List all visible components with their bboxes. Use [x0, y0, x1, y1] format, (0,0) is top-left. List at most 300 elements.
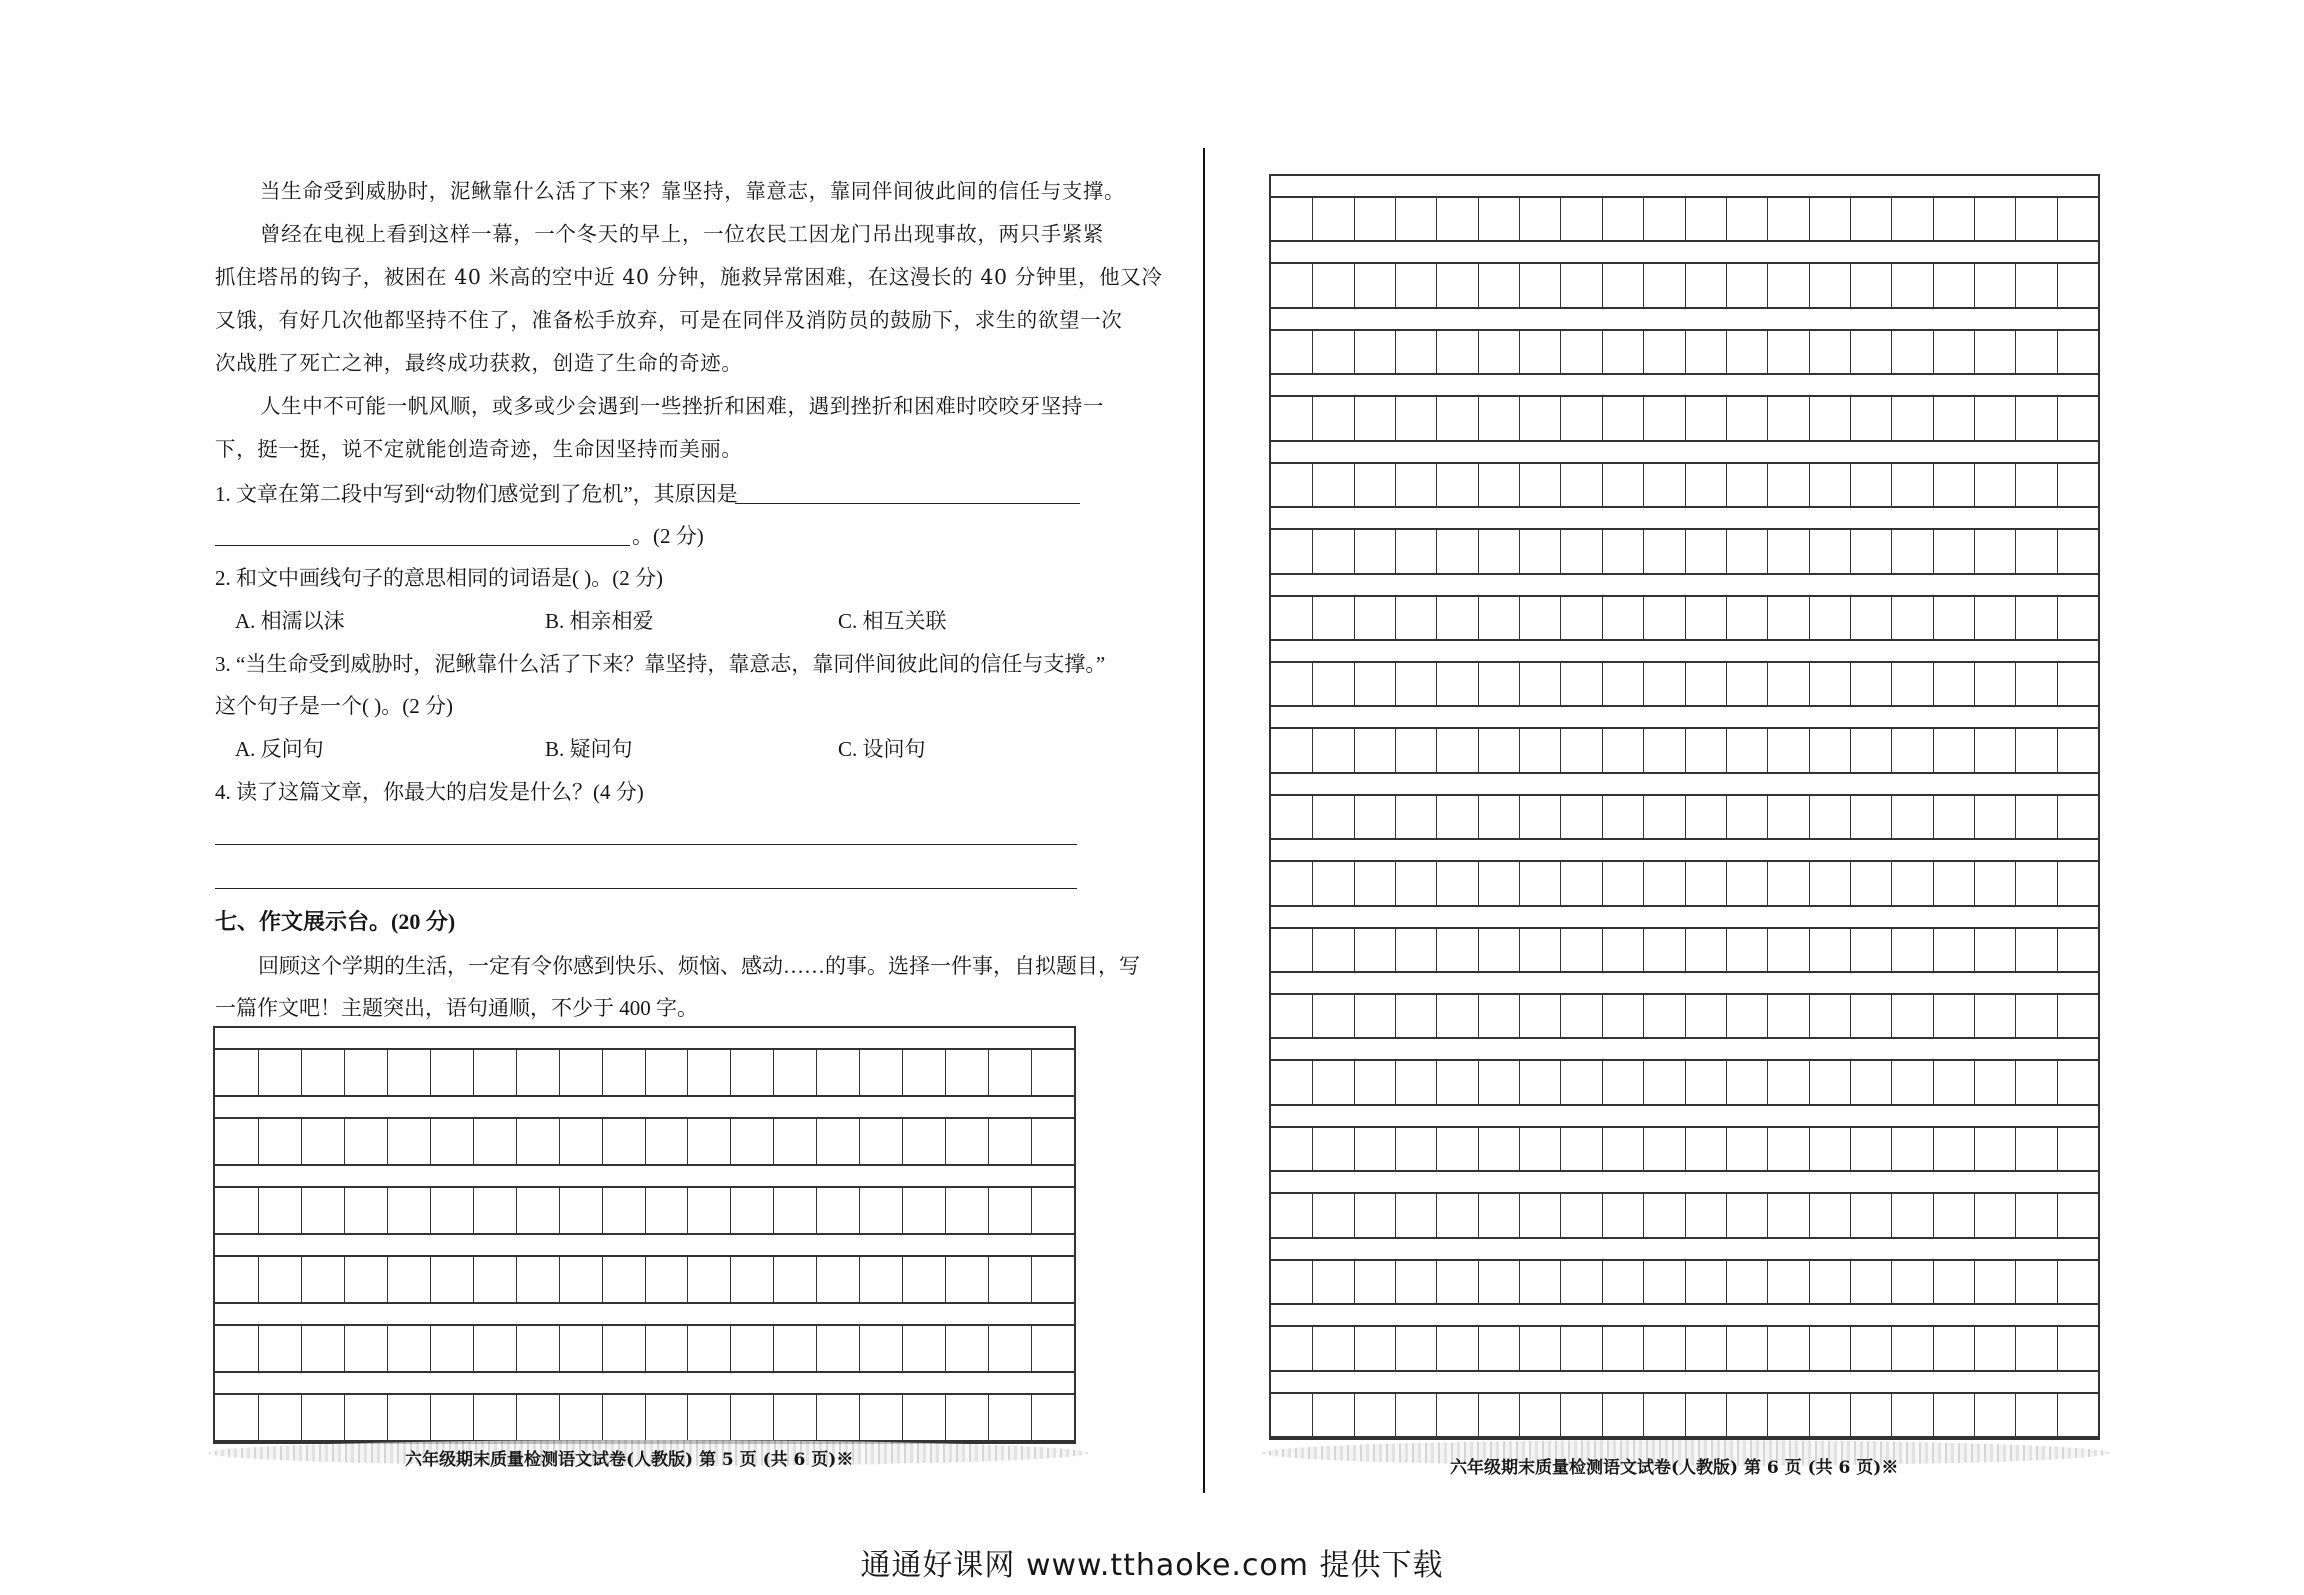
- grid-cell-divider: [559, 1119, 560, 1164]
- grid-cell-divider: [1726, 995, 1727, 1037]
- grid-cell-divider: [1519, 663, 1520, 705]
- grid-cell-divider: [1602, 862, 1603, 904]
- grid-cell-divider: [1602, 1394, 1603, 1436]
- grid-cell-divider: [1767, 1261, 1768, 1303]
- grid-cell-divider: [2015, 663, 2016, 705]
- grid-cell-divider: [1312, 464, 1313, 506]
- grid-cell-divider: [1809, 198, 1810, 240]
- grid-cell-divider: [1436, 1394, 1437, 1436]
- passage-line-6: 人生中不可能一帆风顺，或多或少会遇到一些挫折和困难，遇到挫折和困难时咬咬牙坚持一: [260, 394, 1104, 418]
- grid-cell-divider: [1478, 929, 1479, 971]
- grid-cell-divider: [1395, 862, 1396, 904]
- grid-cell-divider: [2057, 796, 2058, 838]
- grid-cell-divider: [1685, 796, 1686, 838]
- grid-cell-divider: [1312, 1061, 1313, 1103]
- grid-cell-divider: [2057, 663, 2058, 705]
- grid-cell-divider: [1560, 1194, 1561, 1236]
- grid-cell-divider: [1643, 862, 1644, 904]
- grid-cell-divider: [1933, 862, 1934, 904]
- grid-cell-divider: [1726, 663, 1727, 705]
- grid-cell-divider: [945, 1257, 946, 1302]
- grid-cell-divider: [473, 1395, 474, 1440]
- grid-cell-divider: [2057, 464, 2058, 506]
- grid-cell-divider: [1312, 264, 1313, 306]
- grid-cell-divider: [1519, 331, 1520, 373]
- grid-cell-divider: [1974, 862, 1975, 904]
- grid-row: [1271, 1325, 2098, 1371]
- grid-cell-divider: [1850, 1261, 1851, 1303]
- grid-cell-divider: [773, 1326, 774, 1371]
- grid-cell-divider: [1726, 397, 1727, 439]
- grid-cell-divider: [1602, 729, 1603, 771]
- grid-cell-divider: [2057, 1261, 2058, 1303]
- grid-cell-divider: [1312, 331, 1313, 373]
- grid-cell-divider: [1354, 796, 1355, 838]
- grid-row: [215, 1255, 1074, 1304]
- grid-cell-divider: [1643, 530, 1644, 572]
- passage-line-1: 当生命受到威胁时，泥鳅靠什么活了下来？靠坚持，靠意志，靠同伴间彼此间的信任与支撑。: [260, 179, 1126, 203]
- grid-cell-divider: [1850, 1061, 1851, 1103]
- grid-cell-divider: [1685, 729, 1686, 771]
- grid-cell-divider: [473, 1119, 474, 1164]
- grid-cell-divider: [1560, 1261, 1561, 1303]
- center-divider: [1203, 148, 1205, 1493]
- grid-cell-divider: [1726, 1394, 1727, 1436]
- grid-cell-divider: [1436, 1061, 1437, 1103]
- answer-line-q4b[interactable]: [215, 888, 1077, 889]
- grid-cell-divider: [1602, 663, 1603, 705]
- grid-cell-divider: [1809, 597, 1810, 639]
- q2-option-a[interactable]: A. 相濡以沫: [235, 609, 345, 633]
- grid-cell-divider: [1974, 464, 1975, 506]
- grid-cell-divider: [473, 1050, 474, 1095]
- grid-cell-divider: [1891, 862, 1892, 904]
- grid-cell-divider: [1974, 264, 1975, 306]
- grid-cell-divider: [1478, 1128, 1479, 1170]
- grid-cell-divider: [1974, 530, 1975, 572]
- grid-cell-divider: [988, 1395, 989, 1440]
- grid-cell-divider: [301, 1326, 302, 1371]
- grid-cell-divider: [1436, 995, 1437, 1037]
- grid-cell-divider: [1643, 929, 1644, 971]
- grid-cell-divider: [258, 1326, 259, 1371]
- grid-cell-divider: [1312, 796, 1313, 838]
- grid-cell-divider: [1560, 1061, 1561, 1103]
- grid-cell-divider: [1643, 597, 1644, 639]
- grid-cell-divider: [1809, 796, 1810, 838]
- grid-cell-divider: [1519, 397, 1520, 439]
- grid-cell-divider: [1767, 1394, 1768, 1436]
- grid-cell-divider: [1850, 1394, 1851, 1436]
- grid-cell-divider: [645, 1050, 646, 1095]
- download-note: 通通好课网 www.tthaoke.com 提供下载: [860, 1548, 1444, 1583]
- grid-cell-divider: [773, 1395, 774, 1440]
- grid-cell-divider: [859, 1188, 860, 1233]
- grid-cell-divider: [1685, 264, 1686, 306]
- grid-cell-divider: [1891, 729, 1892, 771]
- grid-cell-divider: [2057, 995, 2058, 1037]
- grid-cell-divider: [1395, 729, 1396, 771]
- grid-cell-divider: [730, 1326, 731, 1371]
- grid-cell-divider: [387, 1326, 388, 1371]
- grid-cell-divider: [1031, 1395, 1032, 1440]
- grid-cell-divider: [2015, 1061, 2016, 1103]
- grid-row: [215, 1324, 1074, 1373]
- grid-cell-divider: [1850, 1128, 1851, 1170]
- grid-cell-divider: [2015, 929, 2016, 971]
- grid-cell-divider: [1809, 1061, 1810, 1103]
- grid-cell-divider: [1685, 1061, 1686, 1103]
- grid-cell-divider: [1602, 464, 1603, 506]
- grid-cell-divider: [1767, 264, 1768, 306]
- grid-cell-divider: [1643, 663, 1644, 705]
- grid-cell-divider: [1643, 264, 1644, 306]
- grid-cell-divider: [1767, 464, 1768, 506]
- grid-cell-divider: [730, 1050, 731, 1095]
- grid-cell-divider: [1726, 1327, 1727, 1369]
- grid-cell-divider: [1685, 198, 1686, 240]
- grid-cell-divider: [773, 1050, 774, 1095]
- grid-cell-divider: [1809, 929, 1810, 971]
- answer-blank-q1b[interactable]: [215, 545, 630, 546]
- grid-cell-divider: [1643, 464, 1644, 506]
- grid-cell-divider: [473, 1257, 474, 1302]
- grid-cell-divider: [1395, 597, 1396, 639]
- grid-cell-divider: [387, 1119, 388, 1164]
- grid-row: [1271, 595, 2098, 641]
- grid-cell-divider: [2057, 729, 2058, 771]
- grid-cell-divider: [1436, 796, 1437, 838]
- grid-cell-divider: [1685, 1128, 1686, 1170]
- grid-cell-divider: [1891, 1261, 1892, 1303]
- grid-row: [215, 1048, 1074, 1097]
- grid-cell-divider: [1519, 796, 1520, 838]
- grid-cell-divider: [1850, 995, 1851, 1037]
- grid-row: [1271, 927, 2098, 973]
- grid-cell-divider: [730, 1119, 731, 1164]
- grid-cell-divider: [1850, 1327, 1851, 1369]
- grid-cell-divider: [1354, 464, 1355, 506]
- grid-row: [1271, 727, 2098, 773]
- grid-cell-divider: [988, 1119, 989, 1164]
- grid-cell-divider: [2015, 530, 2016, 572]
- grid-cell-divider: [602, 1188, 603, 1233]
- grid-cell-divider: [1685, 995, 1686, 1037]
- grid-cell-divider: [730, 1395, 731, 1440]
- grid-cell-divider: [1312, 663, 1313, 705]
- grid-cell-divider: [473, 1326, 474, 1371]
- grid-cell-divider: [945, 1326, 946, 1371]
- grid-cell-divider: [1478, 729, 1479, 771]
- grid-cell-divider: [301, 1257, 302, 1302]
- grid-cell-divider: [1395, 1327, 1396, 1369]
- grid-cell-divider: [945, 1395, 946, 1440]
- grid-cell-divider: [773, 1257, 774, 1302]
- grid-cell-divider: [1891, 530, 1892, 572]
- grid-row: [215, 1393, 1074, 1442]
- grid-cell-divider: [344, 1395, 345, 1440]
- grid-cell-divider: [2057, 264, 2058, 306]
- passage-line-2: 曾经在电视上看到这样一幕，一个冬天的早上，一位农民工因龙门吊出现事故，两只手紧紧: [260, 222, 1104, 246]
- grid-cell-divider: [1891, 929, 1892, 971]
- grid-cell-divider: [1436, 729, 1437, 771]
- grid-row: [1271, 661, 2098, 707]
- grid-cell-divider: [1891, 995, 1892, 1037]
- grid-cell-divider: [1354, 264, 1355, 306]
- grid-cell-divider: [1312, 1261, 1313, 1303]
- grid-cell-divider: [1974, 1261, 1975, 1303]
- grid-cell-divider: [1312, 1394, 1313, 1436]
- grid-cell-divider: [1726, 1061, 1727, 1103]
- essay-grid-right[interactable]: [1269, 174, 2100, 1440]
- grid-cell-divider: [2057, 862, 2058, 904]
- grid-cell-divider: [2015, 597, 2016, 639]
- grid-cell-divider: [816, 1119, 817, 1164]
- question-3: 3. “当生命受到威胁时，泥鳅靠什么活了下来？靠坚持，靠意志，靠同伴间彼此间的信任与支撑。”: [215, 652, 1106, 676]
- grid-cell-divider: [1974, 397, 1975, 439]
- grid-cell-divider: [1767, 530, 1768, 572]
- grid-cell-divider: [387, 1050, 388, 1095]
- grid-cell-divider: [1767, 198, 1768, 240]
- grid-cell-divider: [559, 1050, 560, 1095]
- grid-cell-divider: [1685, 597, 1686, 639]
- grid-cell-divider: [730, 1257, 731, 1302]
- grid-cell-divider: [1974, 1061, 1975, 1103]
- grid-cell-divider: [859, 1050, 860, 1095]
- grid-cell-divider: [1891, 1061, 1892, 1103]
- grid-cell-divider: [1809, 331, 1810, 373]
- grid-cell-divider: [1395, 331, 1396, 373]
- grid-cell-divider: [1933, 331, 1934, 373]
- grid-cell-divider: [1354, 729, 1355, 771]
- grid-cell-divider: [1933, 198, 1934, 240]
- grid-cell-divider: [1436, 1194, 1437, 1236]
- grid-cell-divider: [1974, 1194, 1975, 1236]
- grid-cell-divider: [1974, 995, 1975, 1037]
- grid-cell-divider: [1726, 597, 1727, 639]
- grid-cell-divider: [1478, 198, 1479, 240]
- grid-cell-divider: [1312, 530, 1313, 572]
- grid-cell-divider: [1726, 1128, 1727, 1170]
- grid-cell-divider: [2015, 796, 2016, 838]
- grid-cell-divider: [1974, 1327, 1975, 1369]
- grid-cell-divider: [1395, 1194, 1396, 1236]
- grid-cell-divider: [1395, 397, 1396, 439]
- grid-row: [1271, 528, 2098, 574]
- grid-cell-divider: [1395, 929, 1396, 971]
- grid-cell-divider: [1850, 198, 1851, 240]
- grid-cell-divider: [1891, 464, 1892, 506]
- grid-cell-divider: [687, 1257, 688, 1302]
- grid-cell-divider: [1933, 530, 1934, 572]
- essay-grid-left[interactable]: [213, 1026, 1076, 1444]
- grid-cell-divider: [2015, 1194, 2016, 1236]
- grid-cell-divider: [2057, 1327, 2058, 1369]
- grid-cell-divider: [1602, 530, 1603, 572]
- grid-cell-divider: [1974, 729, 1975, 771]
- grid-cell-divider: [602, 1257, 603, 1302]
- grid-cell-divider: [1436, 1261, 1437, 1303]
- grid-cell-divider: [1767, 796, 1768, 838]
- grid-cell-divider: [1643, 198, 1644, 240]
- grid-cell-divider: [1933, 264, 1934, 306]
- grid-cell-divider: [344, 1326, 345, 1371]
- grid-cell-divider: [1354, 929, 1355, 971]
- grid-cell-divider: [1685, 1194, 1686, 1236]
- grid-cell-divider: [1643, 995, 1644, 1037]
- grid-cell-divider: [1478, 1194, 1479, 1236]
- grid-cell-divider: [602, 1119, 603, 1164]
- grid-cell-divider: [2057, 929, 2058, 971]
- grid-cell-divider: [1809, 1394, 1810, 1436]
- grid-cell-divider: [730, 1188, 731, 1233]
- grid-cell-divider: [1850, 729, 1851, 771]
- grid-cell-divider: [1685, 397, 1686, 439]
- grid-cell-divider: [516, 1326, 517, 1371]
- grid-cell-divider: [1643, 1261, 1644, 1303]
- grid-cell-divider: [1031, 1257, 1032, 1302]
- grid-cell-divider: [559, 1395, 560, 1440]
- grid-cell-divider: [2015, 729, 2016, 771]
- essay-prompt-line-1: 回顾这个学期的生活，一定有令你感到快乐、烦恼、感动……的事。选择一件事，自拟题目，写: [258, 954, 1140, 978]
- grid-cell-divider: [816, 1257, 817, 1302]
- q3-option-c[interactable]: C. 设问句: [838, 737, 926, 761]
- grid-cell-divider: [1560, 1394, 1561, 1436]
- grid-cell-divider: [430, 1395, 431, 1440]
- grid-cell-divider: [687, 1050, 688, 1095]
- grid-cell-divider: [1312, 597, 1313, 639]
- grid-cell-divider: [1809, 1128, 1810, 1170]
- grid-row: [215, 1117, 1074, 1166]
- answer-line-q4a[interactable]: [215, 844, 1077, 845]
- grid-cell-divider: [1395, 1261, 1396, 1303]
- grid-cell-divider: [1643, 796, 1644, 838]
- grid-cell-divider: [773, 1188, 774, 1233]
- grid-cell-divider: [1850, 331, 1851, 373]
- grid-cell-divider: [516, 1257, 517, 1302]
- grid-cell-divider: [1767, 597, 1768, 639]
- grid-cell-divider: [1519, 1261, 1520, 1303]
- grid-cell-divider: [258, 1257, 259, 1302]
- grid-cell-divider: [1933, 1128, 1934, 1170]
- grid-cell-divider: [859, 1326, 860, 1371]
- grid-cell-divider: [1891, 331, 1892, 373]
- grid-cell-divider: [1395, 198, 1396, 240]
- grid-cell-divider: [1850, 862, 1851, 904]
- grid-cell-divider: [945, 1188, 946, 1233]
- page-footer-6: 六年级期末质量检测语文试卷(人教版) 第 6 页 (共 6 页)※: [1450, 1458, 1899, 1478]
- grid-cell-divider: [2015, 264, 2016, 306]
- grid-cell-divider: [1643, 1128, 1644, 1170]
- grid-row: [1271, 1059, 2098, 1105]
- grid-cell-divider: [1974, 331, 1975, 373]
- grid-cell-divider: [1395, 530, 1396, 572]
- question-3-prompt: 这个句子是一个( )。(2 分): [215, 694, 453, 718]
- grid-cell-divider: [1395, 995, 1396, 1037]
- grid-row: [1271, 1126, 2098, 1172]
- grid-cell-divider: [1726, 264, 1727, 306]
- grid-cell-divider: [988, 1326, 989, 1371]
- grid-cell-divider: [1031, 1188, 1032, 1233]
- grid-cell-divider: [1933, 663, 1934, 705]
- grid-cell-divider: [1354, 1194, 1355, 1236]
- grid-cell-divider: [516, 1395, 517, 1440]
- grid-cell-divider: [1395, 1128, 1396, 1170]
- q3-option-b[interactable]: B. 疑问句: [545, 737, 633, 761]
- grid-cell-divider: [258, 1119, 259, 1164]
- grid-cell-divider: [1560, 663, 1561, 705]
- grid-cell-divider: [1809, 530, 1810, 572]
- q2-option-c[interactable]: C. 相互关联: [838, 609, 947, 633]
- grid-cell-divider: [816, 1326, 817, 1371]
- grid-cell-divider: [2015, 1394, 2016, 1436]
- grid-cell-divider: [1850, 663, 1851, 705]
- grid-cell-divider: [1933, 1194, 1934, 1236]
- grid-cell-divider: [473, 1188, 474, 1233]
- grid-cell-divider: [1850, 530, 1851, 572]
- grid-cell-divider: [1891, 1327, 1892, 1369]
- grid-cell-divider: [1560, 1327, 1561, 1369]
- grid-cell-divider: [2015, 1261, 2016, 1303]
- grid-cell-divider: [344, 1050, 345, 1095]
- grid-cell-divider: [1726, 331, 1727, 373]
- grid-cell-divider: [645, 1395, 646, 1440]
- grid-cell-divider: [1031, 1326, 1032, 1371]
- grid-row: [1271, 1192, 2098, 1238]
- grid-cell-divider: [1602, 397, 1603, 439]
- grid-cell-divider: [1436, 530, 1437, 572]
- grid-cell-divider: [1436, 1128, 1437, 1170]
- grid-cell-divider: [1891, 198, 1892, 240]
- grid-cell-divider: [1974, 929, 1975, 971]
- grid-cell-divider: [1809, 1261, 1810, 1303]
- grid-cell-divider: [2057, 1394, 2058, 1436]
- grid-cell-divider: [430, 1119, 431, 1164]
- grid-cell-divider: [1933, 597, 1934, 639]
- grid-cell-divider: [1809, 663, 1810, 705]
- grid-cell-divider: [1031, 1050, 1032, 1095]
- grid-cell-divider: [1602, 1061, 1603, 1103]
- grid-cell-divider: [1395, 796, 1396, 838]
- grid-cell-divider: [1933, 1327, 1934, 1369]
- grid-cell-divider: [2057, 1128, 2058, 1170]
- q3-option-a[interactable]: A. 反问句: [235, 737, 324, 761]
- answer-blank-q1a[interactable]: [735, 503, 1080, 504]
- grid-cell-divider: [1974, 1394, 1975, 1436]
- grid-cell-divider: [816, 1050, 817, 1095]
- grid-cell-divider: [1354, 331, 1355, 373]
- grid-cell-divider: [1519, 530, 1520, 572]
- grid-cell-divider: [2015, 995, 2016, 1037]
- grid-cell-divider: [387, 1395, 388, 1440]
- q2-option-b[interactable]: B. 相亲相爱: [545, 609, 654, 633]
- grid-cell-divider: [816, 1395, 817, 1440]
- grid-cell-divider: [1933, 929, 1934, 971]
- grid-cell-divider: [1685, 929, 1686, 971]
- grid-cell-divider: [1560, 264, 1561, 306]
- grid-cell-divider: [602, 1326, 603, 1371]
- grid-cell-divider: [344, 1257, 345, 1302]
- grid-cell-divider: [1767, 1128, 1768, 1170]
- grid-cell-divider: [1891, 1194, 1892, 1236]
- grid-cell-divider: [816, 1188, 817, 1233]
- grid-cell-divider: [1933, 1394, 1934, 1436]
- grid-cell-divider: [1354, 995, 1355, 1037]
- grid-cell-divider: [1891, 663, 1892, 705]
- grid-cell-divider: [1478, 464, 1479, 506]
- grid-cell-divider: [301, 1050, 302, 1095]
- grid-cell-divider: [1726, 1261, 1727, 1303]
